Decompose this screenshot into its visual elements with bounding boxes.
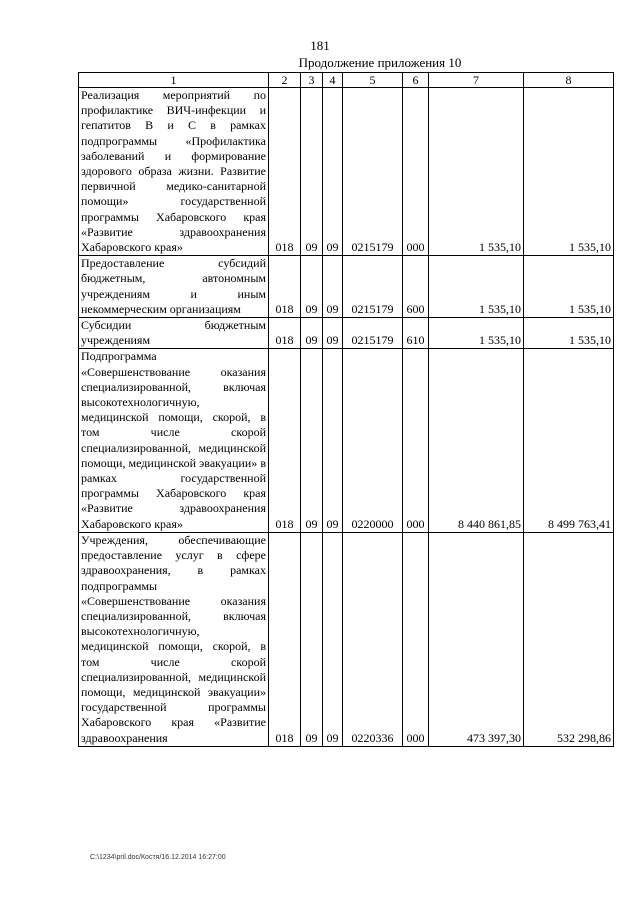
cell-subsection: 09 [323, 532, 343, 746]
cell-target-article: 0215179 [343, 318, 403, 349]
file-path-footer: C:\1234\pril.doc/Костя/16.12.2014 16:27:00 [90, 854, 226, 861]
cell-target-article: 0215179 [343, 88, 403, 256]
column-header: 8 [524, 73, 614, 88]
cell-target-article: 0215179 [343, 256, 403, 318]
table-row [79, 318, 614, 349]
table-row [79, 349, 614, 532]
cell-amount-2: 8 499 763,41 [524, 349, 614, 532]
cell-expense-type: 000 [403, 532, 429, 746]
row-name: Предоставление субсидий бюджетным, автономным учреждениям и иным некоммерческим организациям [79, 256, 269, 318]
column-header: 6 [403, 73, 429, 88]
cell-ministry: 018 [269, 88, 301, 256]
cell-amount-1: 473 397,30 [429, 532, 524, 746]
cell-subsection: 09 [323, 318, 343, 349]
cell-amount-2: 532 298,86 [524, 532, 614, 746]
cell-ministry: 018 [269, 349, 301, 532]
table-row [79, 88, 614, 256]
row-name: Реализация мероприятий по профилактике ВИЧ-инфекции и гепатитов В и С в рамках подпрограммы «Профилактика заболеваний и формирование здорового образа жизни. Развитие первичной медико-санитарной помощи» государственной программы Хабаровского края «Развитие здравоохранения Хабаровского края» [79, 88, 269, 256]
cell-subsection: 09 [323, 256, 343, 318]
column-header: 3 [301, 73, 323, 88]
column-header: 1 [79, 73, 269, 88]
cell-subsection: 09 [323, 349, 343, 532]
cell-amount-2: 1 535,10 [524, 318, 614, 349]
cell-expense-type: 000 [403, 349, 429, 532]
row-name: Субсидии бюджетным учреждениям [79, 318, 269, 349]
row-name: Учреждения, обеспечивающие предоставление услуг в сфере здравоохранения, в рамках подпрограммы «Совершенствование оказания специализированной, включая высокотехнологичную, медицинской помощи, скорой, в том числе скорой специализированной, медицинской помощи, медицинской эвакуации» государственной программы Хабаровского края «Развитие здравоохранения [79, 532, 269, 746]
cell-expense-type: 000 [403, 88, 429, 256]
cell-section: 09 [301, 256, 323, 318]
cell-target-article: 0220000 [343, 349, 403, 532]
cell-ministry: 018 [269, 532, 301, 746]
column-header: 2 [269, 73, 301, 88]
cell-section: 09 [301, 318, 323, 349]
budget-table [78, 72, 614, 747]
table-row [79, 256, 614, 318]
cell-expense-type: 610 [403, 318, 429, 349]
cell-target-article: 0220336 [343, 532, 403, 746]
cell-amount-1: 8 440 861,85 [429, 349, 524, 532]
cell-amount-2: 1 535,10 [524, 88, 614, 256]
cell-amount-2: 1 535,10 [524, 256, 614, 318]
cell-section: 09 [301, 349, 323, 532]
cell-ministry: 018 [269, 256, 301, 318]
cell-amount-1: 1 535,10 [429, 318, 524, 349]
cell-subsection: 09 [323, 88, 343, 256]
column-header: 7 [429, 73, 524, 88]
column-header: 5 [343, 73, 403, 88]
cell-amount-1: 1 535,10 [429, 88, 524, 256]
cell-expense-type: 600 [403, 256, 429, 318]
cell-ministry: 018 [269, 318, 301, 349]
column-header: 4 [323, 73, 343, 88]
page-number: 181 [310, 38, 330, 53]
cell-section: 09 [301, 532, 323, 746]
cell-section: 09 [301, 88, 323, 256]
header-row [79, 73, 614, 88]
cell-amount-1: 1 535,10 [429, 256, 524, 318]
table-row [79, 532, 614, 746]
appendix-subtitle: Продолжение приложения 10 [298, 55, 462, 70]
row-name: Подпрограмма «Совершенствование оказания специализированной, включая высокотехнологичную, медицинской помощи, скорой, в том числе скорой специализированной, медицинской помощи, медицинской эвакуации» в рамках государственной программы Хабаровского края «Развитие здравоохранения Хабаровского края» [79, 349, 269, 532]
